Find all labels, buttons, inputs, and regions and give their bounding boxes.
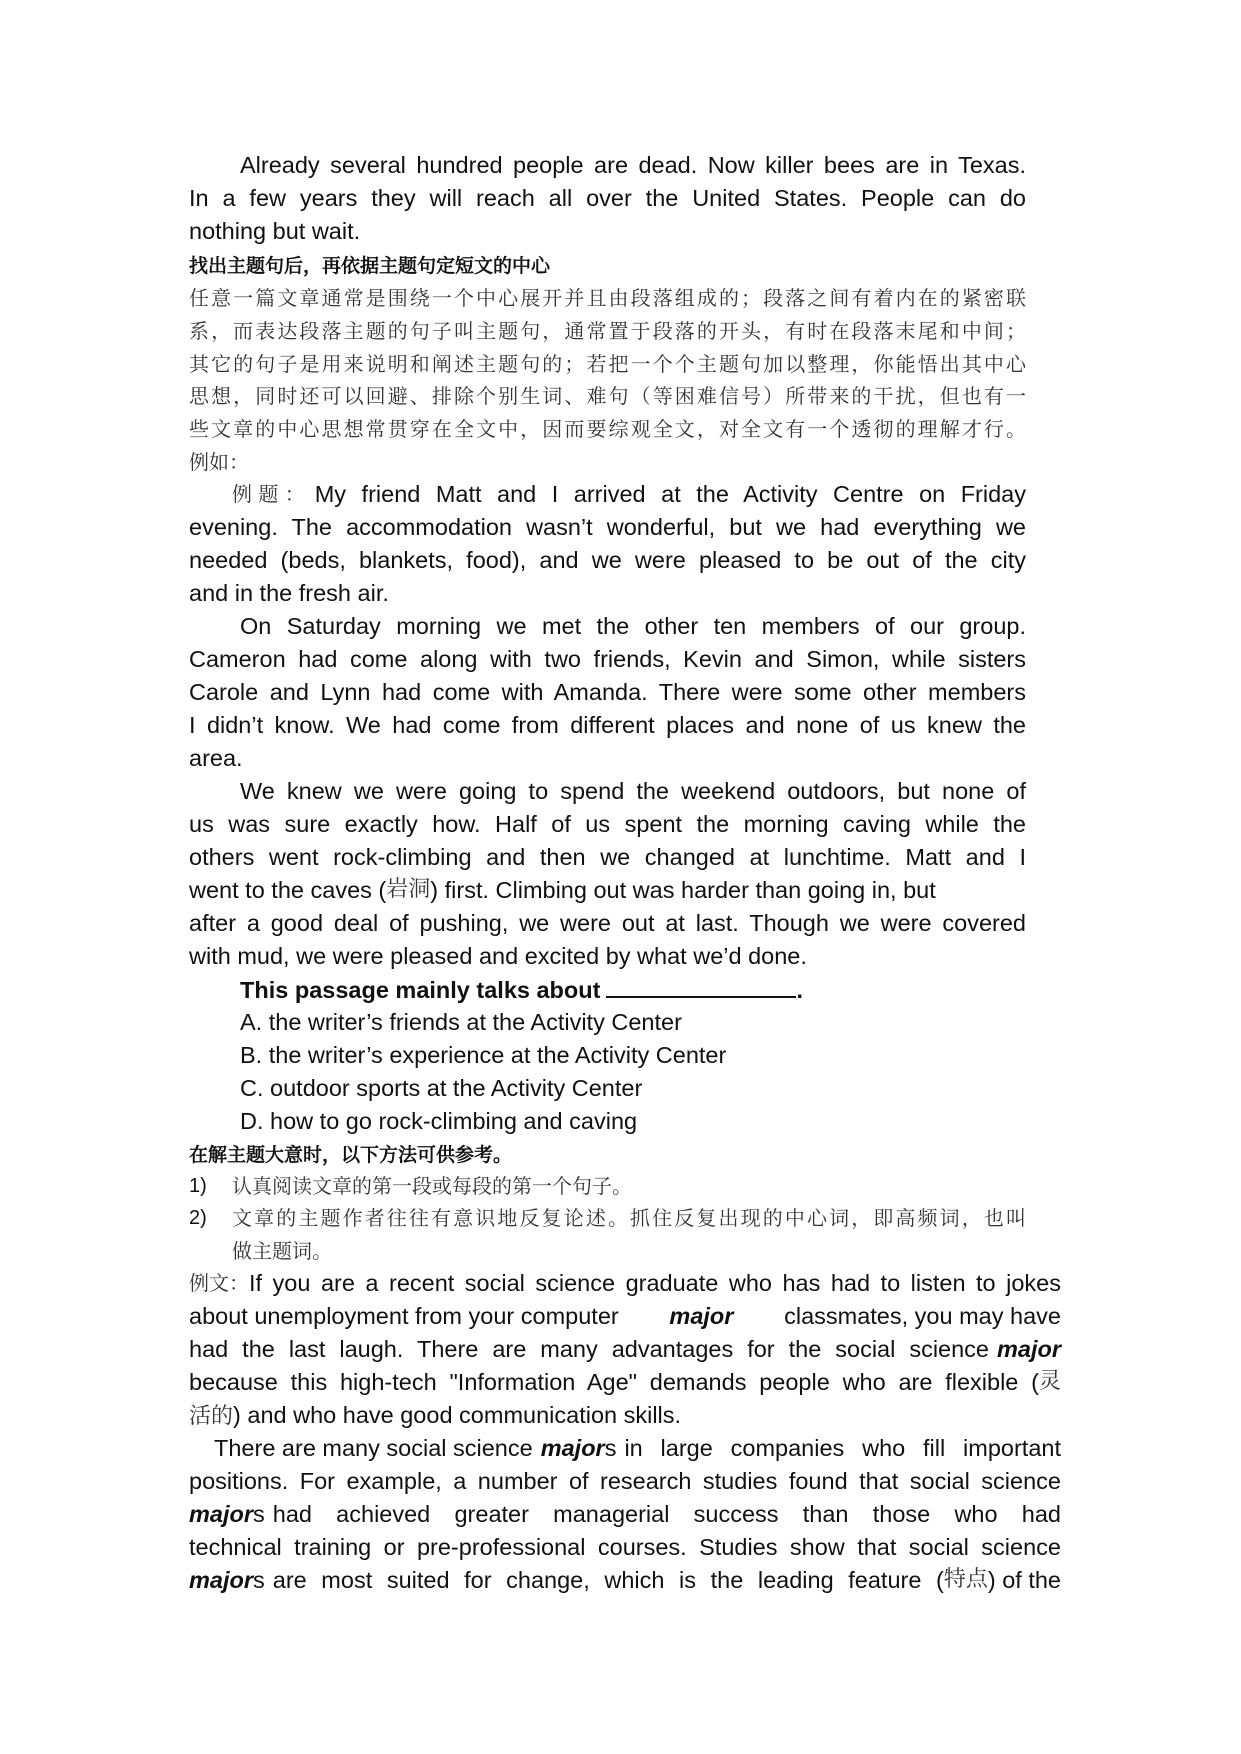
passage-line: went to the caves ( 岩洞 ) first. Climbing out was harder than going in, but	[189, 877, 936, 903]
passage-line: us was sure exactly how. Half of us spent the morning caving while the	[189, 811, 1026, 837]
chinese-text-line: 系，而表达段落主题的句子叫主题句，通常置于段落的开头，有时在段落末尾和中间；	[189, 319, 1026, 343]
answer-option-b: B. the writer’s experience at the Activity Center	[240, 1042, 727, 1068]
article-line: 例文： If you are a recent social science graduate who has had to listen to jokes	[189, 1268, 1061, 1300]
article-line: positions. For example, a number of research studies found that social science	[189, 1468, 1061, 1494]
passage-line: We knew we were going to spend the weekend outdoors, but none of	[240, 778, 1026, 804]
paragraph-line: In a few years they will reach all over the United States. People can do	[189, 185, 1026, 211]
list-item-text: 文章的主题作者往往有意识地反复论述。抓住反复出现的中心词，即高频词，也叫	[232, 1206, 1026, 1230]
keyword-major: major	[997, 1336, 1061, 1362]
article-line: 活的) and who have good communication skills.	[189, 1402, 682, 1429]
passage-line: Cameron had come along with two friends, Kevin and Simon, while sisters	[189, 646, 1026, 672]
list-item-text: 做主题词。	[232, 1239, 332, 1263]
paragraph-line: Already several hundred people are dead. Now killer bees are in Texas.	[240, 152, 1026, 178]
answer-option-a: A. the writer’s friends at the Activity Center	[240, 1009, 682, 1035]
passage-line: with mud, we were pleased and excited by what we’d done.	[189, 943, 807, 969]
chinese-text-line: 其它的句子是用来说明和阐述主题句的；若把一个个主题句加以整理，你能悟出其中心	[189, 352, 1026, 376]
article-line: had the last laugh. There are many advantages for the social science major	[189, 1334, 1061, 1366]
article-line: There are many social science majors in large companies who fill important	[214, 1435, 1061, 1461]
passage-line: 例 题 ： My friend Matt and I arrived at the Activity Centre on Friday	[232, 479, 1026, 511]
chinese-text-line: 例如：	[189, 450, 249, 474]
article-line: technical training or pre-professional courses. Studies show that social science	[189, 1534, 1061, 1560]
chinese-text-line: 些文章的中心思想常贯穿在全文中，因而要综观全文，对全文有一个透彻的理解才行。	[189, 417, 1026, 441]
passage-line: others went rock-climbing and then we changed at lunchtime. Matt and I	[189, 844, 1026, 870]
list-number: 2)	[189, 1207, 207, 1229]
keyword-major: major	[669, 1303, 734, 1329]
paragraph-line: nothing but wait.	[189, 218, 361, 244]
section-heading: 找出主题句后，再依据主题句定短文的中心	[189, 255, 551, 277]
keyword-major: major	[540, 1435, 605, 1461]
article-line: majors had achieved greater managerial success than those who had	[189, 1501, 1061, 1527]
keyword-major: major	[189, 1501, 253, 1527]
question-stem: This passage mainly talks about .	[240, 974, 803, 1006]
example-label: 例文：	[189, 1271, 249, 1295]
list-number: 1)	[189, 1175, 207, 1197]
passage-line: after a good deal of pushing, we were out at last. Though we were covered	[189, 910, 1026, 936]
passage-line: needed (beds, blankets, food), and we were pleased to be out of the city	[189, 547, 1026, 573]
article-line: majors are most suited for change, which is the leading feature ( 特点 ) of the	[189, 1567, 1061, 1593]
article-line: about unemployment from your computer major classmates, you may have	[189, 1301, 1061, 1333]
chinese-text-line: 任意一篇文章通常是围绕一个中心展开并且由段落组成的；段落之间有着内在的紧密联	[189, 286, 1026, 310]
passage-line: Carole and Lynn had come with Amanda. There were some other members	[189, 679, 1026, 705]
keyword-major: major	[189, 1567, 253, 1593]
example-label: 例 题 ：	[232, 482, 305, 506]
answer-blank	[606, 974, 796, 998]
chinese-text-line: 思想，同时还可以回避、排除个别生词、难句（等困难信号）所带来的干扰，但也有一	[189, 384, 1026, 408]
passage-line: evening. The accommodation wasn’t wonderful, but we had everything we	[189, 514, 1026, 540]
section-heading: 在解主题大意时，以下方法可供参考。	[189, 1144, 513, 1166]
answer-option-c: C. outdoor sports at the Activity Center	[240, 1075, 643, 1101]
list-item-text: 认真阅读文章的第一段或每段的第一个句子。	[232, 1174, 632, 1198]
answer-option-d: D. how to go rock-climbing and caving	[240, 1108, 638, 1134]
passage-line: and in the fresh air.	[189, 580, 389, 606]
passage-line: On Saturday morning we met the other ten members of our group.	[240, 613, 1026, 639]
passage-line: I didn’t know. We had come from different places and none of us knew the	[189, 712, 1026, 738]
passage-line: area.	[189, 745, 243, 771]
article-line: because this high-tech "Information Age" demands people who are flexible ( 灵	[189, 1369, 1061, 1395]
